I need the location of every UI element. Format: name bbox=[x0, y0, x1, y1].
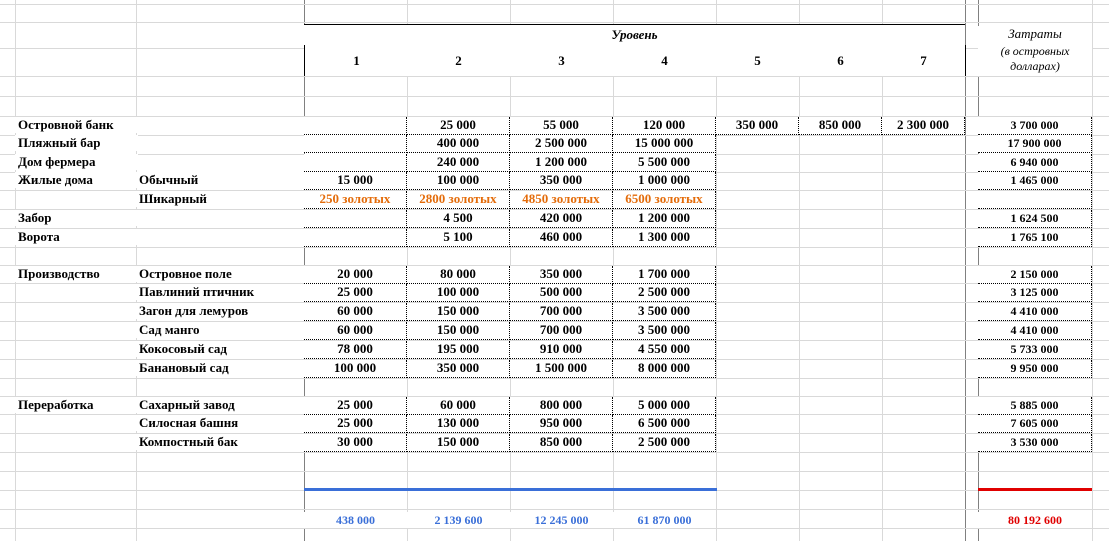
level-cell: 800 000 bbox=[510, 397, 613, 415]
level-cell: 250 золотых bbox=[304, 191, 407, 209]
row-category: Производство bbox=[15, 266, 138, 282]
level-cell: 150 000 bbox=[407, 322, 510, 340]
grid-row-line bbox=[0, 76, 1109, 77]
total-cell: 5 733 000 bbox=[978, 341, 1092, 359]
level-cell: 15 000 000 bbox=[613, 135, 716, 153]
level-cell: 420 000 bbox=[510, 210, 613, 228]
level-cell: 2 500 000 bbox=[510, 135, 613, 153]
total-cell: 1 465 000 bbox=[978, 172, 1092, 190]
row-category: Островной банк bbox=[15, 117, 138, 133]
level-cell bbox=[304, 229, 407, 247]
level-cell: 4 550 000 bbox=[613, 341, 716, 359]
total-cell: 3 700 000 bbox=[978, 117, 1092, 135]
grid-row-line bbox=[0, 452, 1109, 453]
row-subcategory: Компостный бак bbox=[136, 434, 304, 450]
level-number-3: 3 bbox=[510, 45, 614, 76]
level-cell: 100 000 bbox=[407, 284, 510, 302]
level-cell: 1 000 000 bbox=[613, 172, 716, 190]
row-subcategory: Павлиний птичник bbox=[136, 284, 304, 300]
level-cell: 400 000 bbox=[407, 135, 510, 153]
level-cell: 350 000 bbox=[716, 117, 799, 135]
row-subcategory: Загон для лемуров bbox=[136, 303, 304, 319]
level-cell bbox=[304, 154, 407, 172]
level-cell: 120 000 bbox=[613, 117, 716, 135]
total-cell: 17 900 000 bbox=[978, 135, 1092, 153]
level-total: 2 139 600 bbox=[407, 512, 510, 528]
level-cell: 60 000 bbox=[407, 397, 510, 415]
level-cell: 100 000 bbox=[407, 172, 510, 190]
row-category: Переработка bbox=[15, 397, 138, 413]
level-number-5: 5 bbox=[716, 45, 800, 76]
level-cell: 195 000 bbox=[407, 341, 510, 359]
level-total: 12 245 000 bbox=[510, 512, 613, 528]
level-cell: 150 000 bbox=[407, 434, 510, 452]
grid-column-line bbox=[799, 0, 800, 541]
row-subcategory: Островное поле bbox=[136, 266, 304, 282]
level-cell: 460 000 bbox=[510, 229, 613, 247]
level-cell: 150 000 bbox=[407, 303, 510, 321]
level-total: 61 870 000 bbox=[613, 512, 716, 528]
level-cell: 3 500 000 bbox=[613, 303, 716, 321]
total-cell: 2 150 000 bbox=[978, 266, 1092, 284]
level-cell: 500 000 bbox=[510, 284, 613, 302]
grid-row-line bbox=[0, 378, 1109, 379]
level-cell: 4 500 bbox=[407, 210, 510, 228]
level-cell: 2 300 000 bbox=[882, 117, 965, 135]
level-cell: 55 000 bbox=[510, 117, 613, 135]
total-cell: 1 624 500 bbox=[978, 210, 1092, 228]
total-cell bbox=[978, 191, 1092, 209]
grid-row-line bbox=[0, 528, 1109, 529]
grid-row-line bbox=[0, 22, 1109, 23]
total-cell: 5 885 000 bbox=[978, 397, 1092, 415]
row-category: Ворота bbox=[15, 229, 138, 245]
row-subcategory: Обычный bbox=[136, 172, 304, 188]
level-cell: 1 300 000 bbox=[613, 229, 716, 247]
level-number-2: 2 bbox=[407, 45, 511, 76]
cost-header bbox=[978, 26, 1092, 76]
level-cell: 240 000 bbox=[407, 154, 510, 172]
level-cell: 350 000 bbox=[510, 266, 613, 284]
level-cell: 25 000 bbox=[304, 415, 407, 433]
level-number-4: 4 bbox=[613, 45, 717, 76]
level-cell: 1 200 000 bbox=[613, 210, 716, 228]
level-header: Уровень bbox=[304, 24, 965, 46]
level-cell: 6500 золотых bbox=[613, 191, 716, 209]
level-cell: 60 000 bbox=[304, 322, 407, 340]
level-cell: 850 000 bbox=[799, 117, 882, 135]
level-cell: 30 000 bbox=[304, 434, 407, 452]
level-cell: 910 000 bbox=[510, 341, 613, 359]
total-cell: 1 765 100 bbox=[978, 229, 1092, 247]
level-cell: 6 500 000 bbox=[613, 415, 716, 433]
level-cell: 1 700 000 bbox=[613, 266, 716, 284]
grid-row-line bbox=[0, 247, 1109, 248]
level-cell: 1 500 000 bbox=[510, 360, 613, 378]
level-cell: 15 000 bbox=[304, 172, 407, 190]
grid-row-line bbox=[0, 509, 1109, 510]
level-cell: 2 500 000 bbox=[613, 284, 716, 302]
grid-column-line bbox=[882, 0, 883, 541]
levels-total-line bbox=[304, 488, 717, 491]
row-subcategory: Сахарный завод bbox=[136, 397, 304, 413]
level-cell: 25 000 bbox=[304, 284, 407, 302]
level-cell: 8 000 000 bbox=[613, 360, 716, 378]
row-category: Жилые дома bbox=[15, 172, 138, 188]
grand-total-line bbox=[978, 488, 1092, 491]
cost-subtitle-2: долларах) bbox=[1010, 59, 1060, 73]
row-subcategory: Банановый сад bbox=[136, 360, 304, 376]
row-category: Забор bbox=[15, 210, 138, 226]
level-cell: 100 000 bbox=[304, 360, 407, 378]
grid-column-line bbox=[716, 0, 717, 541]
level-cell: 350 000 bbox=[407, 360, 510, 378]
level-cell: 25 000 bbox=[407, 117, 510, 135]
level-number-1: 1 bbox=[304, 45, 409, 76]
total-cell: 4 410 000 bbox=[978, 322, 1092, 340]
level-cell: 3 500 000 bbox=[613, 322, 716, 340]
level-total: 438 000 bbox=[304, 512, 407, 528]
grid-column-line bbox=[965, 0, 966, 541]
level-cell: 950 000 bbox=[510, 415, 613, 433]
row-subcategory: Силосная башня bbox=[136, 415, 304, 431]
level-cell: 1 200 000 bbox=[510, 154, 613, 172]
level-cell bbox=[304, 117, 407, 135]
row-subcategory: Шикарный bbox=[136, 191, 304, 207]
level-cell: 700 000 bbox=[510, 322, 613, 340]
total-cell: 3 125 000 bbox=[978, 284, 1092, 302]
level-cell: 78 000 bbox=[304, 341, 407, 359]
row-subcategory: Кокосовый сад bbox=[136, 341, 304, 357]
grid-row-line bbox=[0, 4, 1109, 5]
level-cell: 4850 золотых bbox=[510, 191, 613, 209]
level-cell bbox=[304, 210, 407, 228]
cost-subtitle-1: (в островных bbox=[1000, 44, 1070, 58]
total-cell: 9 950 000 bbox=[978, 360, 1092, 378]
level-cell: 80 000 bbox=[407, 266, 510, 284]
row-category: Дом фермера bbox=[15, 154, 138, 170]
cost-title: Затраты bbox=[1008, 26, 1062, 41]
level-cell: 130 000 bbox=[407, 415, 510, 433]
row-subcategory: Сад манго bbox=[136, 322, 304, 338]
grid-row-line bbox=[0, 96, 1109, 97]
row-category: Пляжный бар bbox=[15, 135, 138, 151]
total-cell: 3 530 000 bbox=[978, 434, 1092, 452]
level-cell bbox=[304, 135, 407, 153]
total-cell: 7 605 000 bbox=[978, 415, 1092, 433]
level-cell: 700 000 bbox=[510, 303, 613, 321]
level-cell: 2800 золотых bbox=[407, 191, 510, 209]
grid-column-line bbox=[1092, 0, 1093, 541]
level-cell: 20 000 bbox=[304, 266, 407, 284]
level-cell: 5 500 000 bbox=[613, 154, 716, 172]
level-cell: 2 500 000 bbox=[613, 434, 716, 452]
total-cell: 4 410 000 bbox=[978, 303, 1092, 321]
level-cell: 60 000 bbox=[304, 303, 407, 321]
level-number-7: 7 bbox=[882, 45, 966, 76]
level-number-6: 6 bbox=[799, 45, 883, 76]
level-cell: 5 100 bbox=[407, 229, 510, 247]
level-cell: 350 000 bbox=[510, 172, 613, 190]
grid-row-line bbox=[0, 471, 1109, 472]
level-cell: 5 000 000 bbox=[613, 397, 716, 415]
grand-total: 80 192 600 bbox=[978, 512, 1092, 528]
total-cell: 6 940 000 bbox=[978, 154, 1092, 172]
level-cell: 25 000 bbox=[304, 397, 407, 415]
level-cell: 850 000 bbox=[510, 434, 613, 452]
